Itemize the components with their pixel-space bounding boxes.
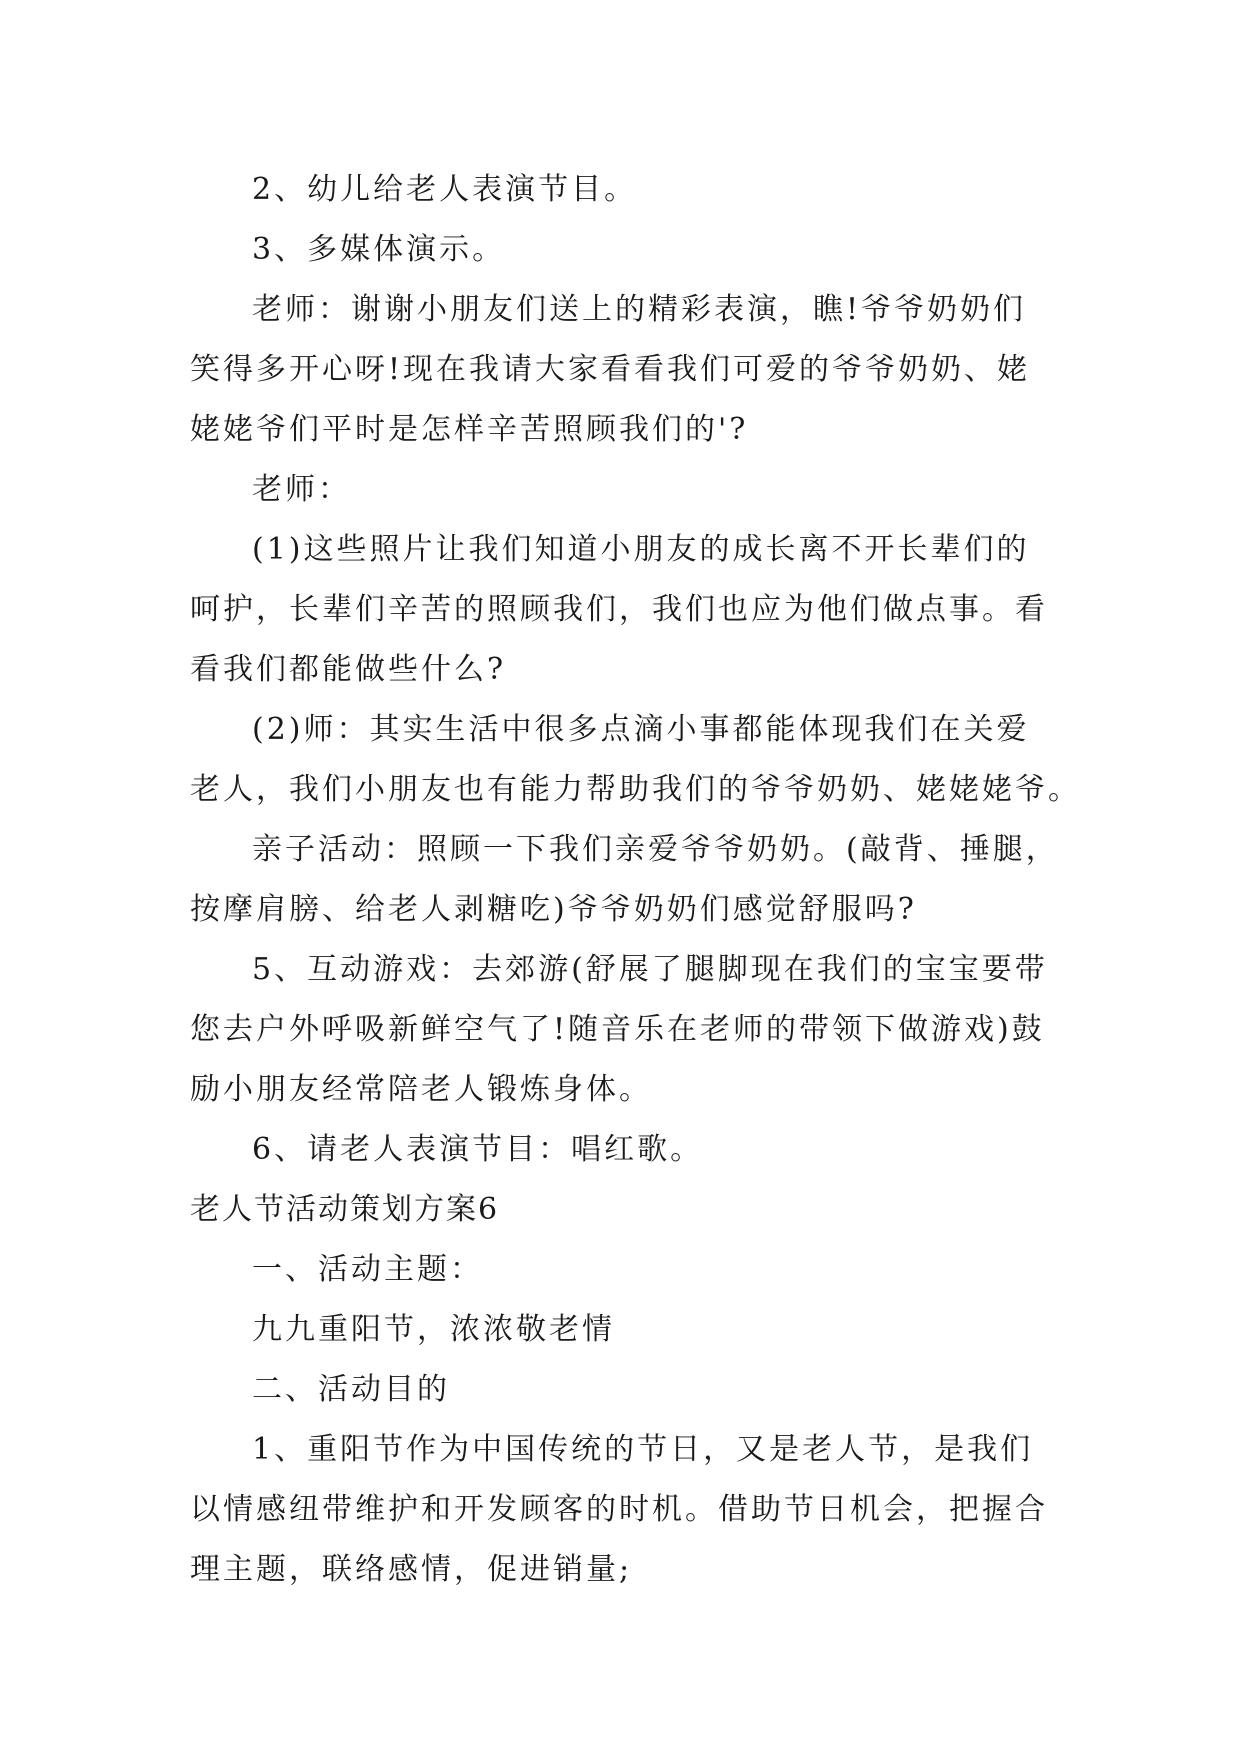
text-line: 理主题，联络感情，促进销量; bbox=[190, 1552, 633, 1587]
text-line: 以情感纽带维护和开发顾客的时机。借助节日机会，把握合 bbox=[190, 1492, 1048, 1527]
text-line: 3、多媒体演示。 bbox=[252, 232, 506, 267]
text-line: (1)这些照片让我们知道小朋友的成长离不开长辈们的 bbox=[252, 532, 1030, 567]
text-line: 6、请老人表演节目：唱红歌。 bbox=[252, 1132, 704, 1167]
text-line: 笑得多开心呀!现在我请大家看看我们可爱的爷爷奶奶、姥 bbox=[190, 352, 1031, 387]
text-line: 1、重阳节作为中国传统的节日，又是老人节，是我们 bbox=[252, 1432, 1034, 1467]
text-line: (2)师：其实生活中很多点滴小事都能体现我们在关爱 bbox=[252, 712, 1030, 747]
text-line: 按摩肩膀、给老人剥糖吃)爷爷奶奶们感觉舒服吗? bbox=[190, 892, 917, 927]
text-line: 5、互动游戏：去郊游(舒展了腿脚现在我们的宝宝要带 bbox=[252, 952, 1048, 987]
text-line: 呵护，长辈们辛苦的照顾我们，我们也应为他们做点事。看 bbox=[190, 592, 1048, 627]
text-line: 老师： bbox=[252, 472, 351, 507]
document-body bbox=[190, 160, 1081, 1600]
text-line: 励小朋友经常陪老人锻炼身体。 bbox=[190, 1072, 652, 1107]
text-line: 老师：谢谢小朋友们送上的精彩表演，瞧!爷爷奶奶们 bbox=[252, 292, 1027, 327]
text-line: 您去户外呼吸新鲜空气了!随音乐在老师的带领下做游戏)鼓 bbox=[190, 1012, 1045, 1047]
text-line: 二、活动目的 bbox=[252, 1372, 450, 1407]
text-line: 老人，我们小朋友也有能力帮助我们的爷爷奶奶、姥姥姥爷。 bbox=[190, 772, 1081, 807]
section-heading: 老人节活动策划方案6 bbox=[190, 1192, 500, 1227]
text-line: 2、幼儿给老人表演节目。 bbox=[252, 172, 638, 207]
text-line: 九九重阳节，浓浓敬老情 bbox=[252, 1312, 615, 1347]
text-line: 姥姥爷们平时是怎样辛苦照顾我们的'? bbox=[190, 412, 749, 447]
text-line: 一、活动主题： bbox=[252, 1252, 483, 1287]
text-line: 亲子活动：照顾一下我们亲爱爷爷奶奶。(敲背、捶腿， bbox=[252, 832, 1059, 867]
text-line: 看我们都能做些什么? bbox=[190, 652, 507, 687]
